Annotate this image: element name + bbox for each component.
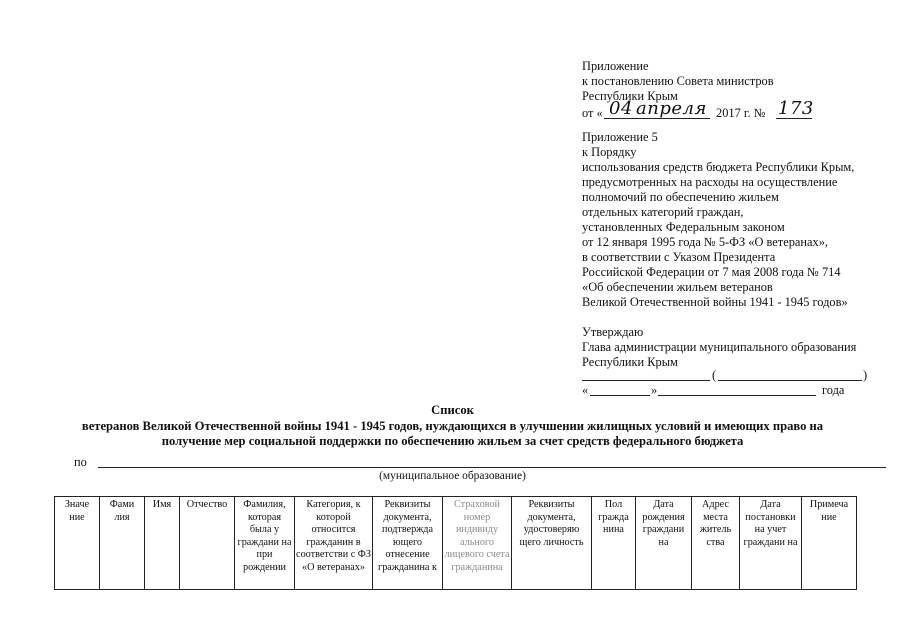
approval-line1: Утверждаю bbox=[582, 325, 644, 339]
appendix5-line: Приложение 5 bbox=[582, 130, 658, 144]
approval-line3: Республики Крым bbox=[582, 355, 678, 369]
municipal-caption: (муниципальное образование) bbox=[379, 470, 526, 482]
col-header-name: Имя bbox=[145, 497, 180, 590]
appendix-line2: к постановлению Совета министров bbox=[582, 74, 774, 88]
col-header-birth-date: Дата рождения граждани на bbox=[636, 497, 692, 590]
appendix5-line: «Об обеспечении жильем ветеранов bbox=[582, 280, 773, 294]
date-end: года bbox=[822, 383, 845, 397]
appendix5-line: от 12 января 1995 года № 5-ФЗ «О ветеранах», bbox=[582, 235, 829, 249]
col-header-patronymic: Отчество bbox=[180, 497, 235, 590]
appendix5-line: к Порядку bbox=[582, 145, 637, 159]
col-header-meaning: Значе ние bbox=[55, 497, 100, 590]
col-header-birth-surname: Фамилия, которая была у граждани на при рождении bbox=[235, 497, 295, 590]
table-header-row bbox=[55, 497, 857, 590]
col-header-address: Адрес места житель ства bbox=[692, 497, 740, 590]
sig-close: ) bbox=[863, 368, 868, 382]
appendix5-line: отдельных категорий граждан, bbox=[582, 205, 744, 219]
handwritten-number: 173 bbox=[778, 98, 814, 119]
approval-block bbox=[582, 325, 856, 370]
appendix5-block bbox=[582, 130, 854, 310]
by-label: по bbox=[74, 455, 87, 469]
appendix-line1: Приложение bbox=[582, 59, 649, 73]
sig-open: ( bbox=[712, 368, 717, 382]
col-header-surname: Фами лия bbox=[100, 497, 145, 590]
col-header-registration-date: Дата постановки на учет граждани на bbox=[740, 497, 802, 590]
municipality-blank bbox=[98, 467, 886, 468]
approval-date-line bbox=[582, 383, 872, 399]
list-title-line2: ветеранов Великой Отечественной войны 1941 - 1945 годов, нуждающихся в улучшении жилищных условий и имеющих право на bbox=[81, 419, 824, 433]
appendix5-line: использования средств бюджета Республики Крым, bbox=[582, 160, 855, 174]
appendix5-line: полномочий по обеспечению жильем bbox=[582, 190, 779, 204]
day-blank bbox=[590, 383, 650, 396]
list-title: Список bbox=[431, 403, 474, 417]
appendix5-line: Российской Федерации от 7 мая 2008 года № 714 bbox=[582, 265, 841, 279]
appendix-line3: Республики Крым bbox=[582, 89, 678, 103]
appendix5-line: в соответствии с Указом Президента bbox=[582, 250, 776, 264]
handwritten-day: 04 bbox=[609, 98, 633, 119]
col-header-category: Категория, к которой относится гражданин в соответстви с ФЗ «О ветеранах» bbox=[295, 497, 373, 590]
date-mid: » bbox=[651, 383, 658, 397]
appendix-date-line bbox=[582, 98, 882, 125]
col-header-sex: Пол гражда нина bbox=[592, 497, 636, 590]
col-header-category-document: Реквизиты документа, подтвержда ющего отнесение гражданина к bbox=[373, 497, 443, 590]
date-open: « bbox=[582, 383, 589, 397]
appendix5-line: Великой Отечественной войны 1941 - 1945 годов» bbox=[582, 295, 848, 309]
veterans-table bbox=[54, 496, 857, 590]
approval-line2: Глава администрации муниципального образования bbox=[582, 340, 857, 354]
signature-blank bbox=[582, 368, 710, 381]
col-header-snils: Страховой номер индивиду ального лицевого счета гражданина bbox=[443, 497, 512, 590]
list-title-line3: получение мер социальной поддержки по обеспечению жильем за счет средств федерального бюджета bbox=[161, 434, 744, 448]
col-header-identity-document: Реквизиты документа, удостоверяю щего личность bbox=[512, 497, 592, 590]
col-header-note: Примеча ние bbox=[802, 497, 857, 590]
signature-line bbox=[582, 368, 872, 384]
month-blank bbox=[658, 383, 816, 396]
handwritten-month: апреля bbox=[636, 98, 707, 119]
name-blank bbox=[718, 368, 862, 381]
date-prefix: от « bbox=[582, 106, 603, 120]
appendix5-line: установленных Федеральным законом bbox=[582, 220, 785, 234]
appendix5-line: предусмотренных на расходы на осуществление bbox=[582, 175, 838, 189]
year-text: 2017 г. № bbox=[716, 106, 766, 120]
